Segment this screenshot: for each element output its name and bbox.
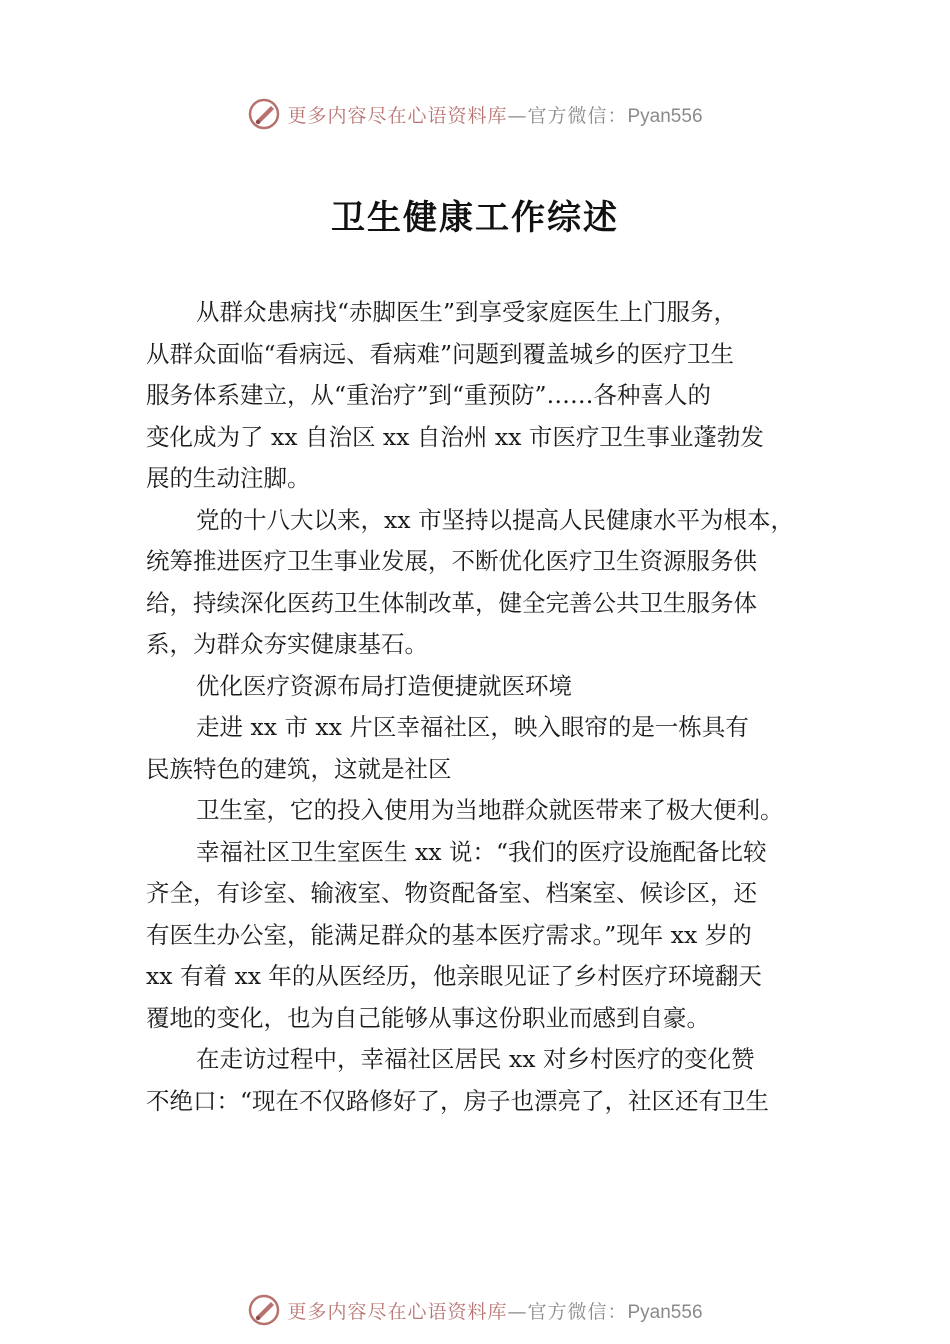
body-line: 民族特色的建筑，这就是社区	[146, 754, 452, 783]
banner-account: Pyan556	[627, 105, 703, 127]
footer-banner	[0, 1290, 950, 1330]
banner-site: 更多内容尽在心语资料库	[287, 104, 508, 127]
body-line: 在走访过程中，幸福社区居民 xx 对乡村医疗的变化赞	[196, 1045, 755, 1073]
body-line: 齐全，有诊室、输液室、物资配备室、档案室、候诊区，还	[146, 879, 757, 907]
body-line: xx 有着 xx 年的从医经历，他亲眼见证了乡村医疗环境翻天	[146, 962, 762, 990]
body-line: 变化成为了 xx 自治区 xx 自治州 xx 市医疗卫生事业蓬勃发	[146, 422, 764, 451]
document-title: 卫生健康工作综述	[331, 198, 619, 238]
banner-separator: —	[507, 104, 528, 127]
body-line: 优化医疗资源布局打造便捷就医环境	[196, 671, 572, 700]
document-body	[146, 292, 818, 1122]
banner-separator: —	[507, 1300, 528, 1323]
banner-text	[287, 1297, 702, 1324]
body-line: 统筹推进医疗卫生事业发展，不断优化医疗卫生资源服务供	[146, 547, 757, 575]
body-line: 卫生室，它的投入使用为当地群众就医带来了极大便利。	[196, 796, 784, 824]
body-line: 党的十八大以来，xx 市坚持以提高人民健康水平为根本，	[196, 505, 794, 534]
body-line: 不绝口：“现在不仅路修好了，房子也漂亮了，社区还有卫生	[146, 1086, 770, 1115]
body-line: 从群众面临“看病远、看病难”问题到覆盖城乡的医疗卫生	[146, 339, 735, 368]
body-line: 走进 xx 市 xx 片区幸福社区，映入眼帘的是一栋具有	[196, 713, 749, 741]
banner-account: Pyan556	[627, 1301, 703, 1323]
body-line: 给，持续深化医药卫生体制改革，健全完善公共卫生服务体	[146, 588, 757, 617]
banner-wechat-label: 官方微信：	[527, 1300, 628, 1323]
body-line: 幸福社区卫生室医生 xx 说：“我们的医疗设施配备比较	[196, 837, 767, 866]
pen-seal-icon	[247, 97, 281, 131]
pen-seal-icon	[247, 1293, 281, 1327]
body-line: 服务体系建立，从“重治疗”到“重预防”……各种喜人的	[146, 381, 712, 409]
banner-text	[287, 101, 702, 128]
banner-site: 更多内容尽在心语资料库	[287, 1300, 508, 1323]
body-line: 从群众患病找“赤脚医生”到享受家庭医生上门服务，	[196, 298, 738, 326]
body-line: 有医生办公室，能满足群众的基本医疗需求。”现年 xx 岁的	[146, 920, 752, 949]
body-line: 覆地的变化，也为自己能够从事这份职业而感到自豪。	[146, 1003, 710, 1032]
body-line: 展的生动注脚。	[146, 464, 311, 492]
body-line: 系，为群众夯实健康基石。	[146, 630, 428, 658]
header-banner	[0, 94, 950, 134]
banner-wechat-label: 官方微信：	[527, 104, 628, 127]
